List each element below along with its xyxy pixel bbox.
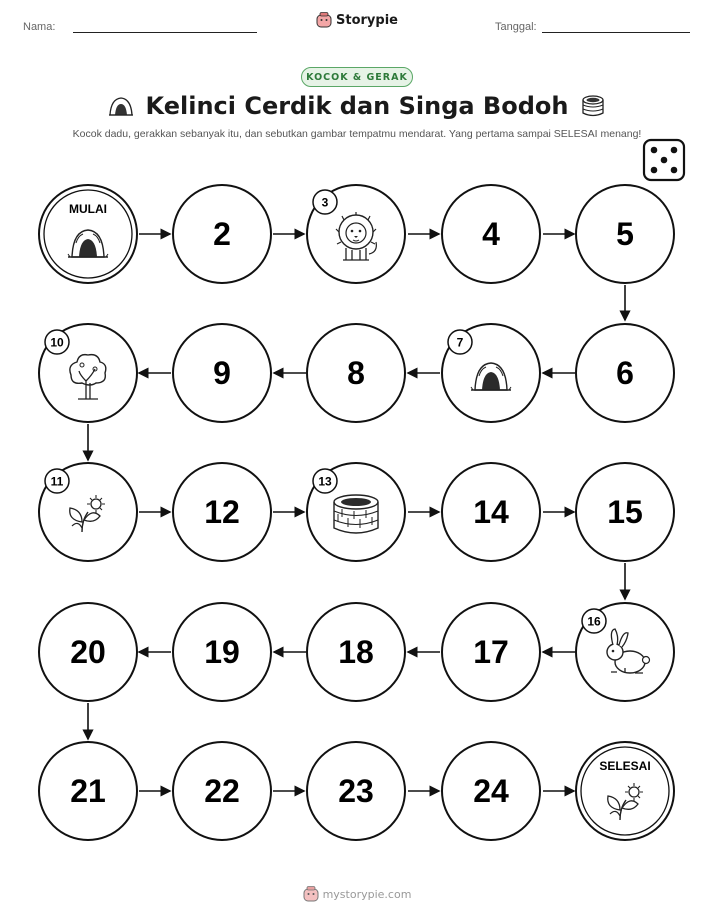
space-2 <box>173 185 271 283</box>
space-number: 17 <box>473 634 509 670</box>
space-6 <box>576 324 674 422</box>
space-7 <box>442 324 540 422</box>
space-start <box>39 185 137 283</box>
space-4 <box>442 185 540 283</box>
space-11 <box>39 463 137 561</box>
space-badge: 13 <box>318 474 332 489</box>
space-badge: 11 <box>50 474 64 489</box>
space-number: 9 <box>213 355 231 391</box>
space-number: 15 <box>607 494 643 530</box>
space-number: 21 <box>70 773 106 809</box>
space-23 <box>307 742 405 840</box>
instructions: Kocok dadu, gerakkan sebanyak itu, dan sebutkan gambar tempatmu mendarat. Yang pertama sampai SELESAI menang! <box>72 128 642 140</box>
space-number: 19 <box>204 634 240 670</box>
space-5 <box>576 185 674 283</box>
space-number: 2 <box>213 216 231 252</box>
space-number: 22 <box>204 773 240 809</box>
space-14 <box>442 463 540 561</box>
brand-name: Storypie <box>336 12 398 28</box>
space-10 <box>39 324 137 422</box>
space-finish <box>576 742 674 840</box>
date-label: Tanggal: <box>495 21 537 33</box>
game-type-tag: KOCOK & GERAK <box>301 67 413 87</box>
space-badge: 10 <box>50 335 64 350</box>
space-3 <box>307 185 405 283</box>
space-number: 23 <box>338 773 374 809</box>
space-number: 18 <box>338 634 374 670</box>
space-19 <box>173 603 271 701</box>
dice-five-icon <box>644 140 684 180</box>
space-17 <box>442 603 540 701</box>
name-label: Nama: <box>23 21 56 33</box>
space-24 <box>442 742 540 840</box>
footer <box>0 886 714 902</box>
space-number: 12 <box>204 494 240 530</box>
space-13 <box>307 463 405 561</box>
space-number: 14 <box>473 494 509 530</box>
space-badge: 16 <box>587 614 601 629</box>
page-title: Kelinci Cerdik dan Singa Bodoh <box>145 92 569 120</box>
space-16 <box>576 603 674 701</box>
space-badge: 7 <box>456 335 464 350</box>
space-20 <box>39 603 137 701</box>
space-18 <box>307 603 405 701</box>
space-number: 5 <box>616 216 634 252</box>
finish-label: SELESAI <box>599 759 651 773</box>
space-number: 6 <box>616 355 634 391</box>
start-label: MULAI <box>69 202 107 216</box>
space-number: 24 <box>473 773 509 809</box>
space-badge: 3 <box>321 195 329 210</box>
footer-url[interactable]: mystorypie.com <box>322 887 412 901</box>
space-number: 4 <box>482 216 500 252</box>
storypie-logo-icon <box>303 886 319 902</box>
space-22 <box>173 742 271 840</box>
space-8 <box>307 324 405 422</box>
space-number: 20 <box>70 634 106 670</box>
space-9 <box>173 324 271 422</box>
space-15 <box>576 463 674 561</box>
space-number: 8 <box>347 355 365 391</box>
space-21 <box>39 742 137 840</box>
space-12 <box>173 463 271 561</box>
